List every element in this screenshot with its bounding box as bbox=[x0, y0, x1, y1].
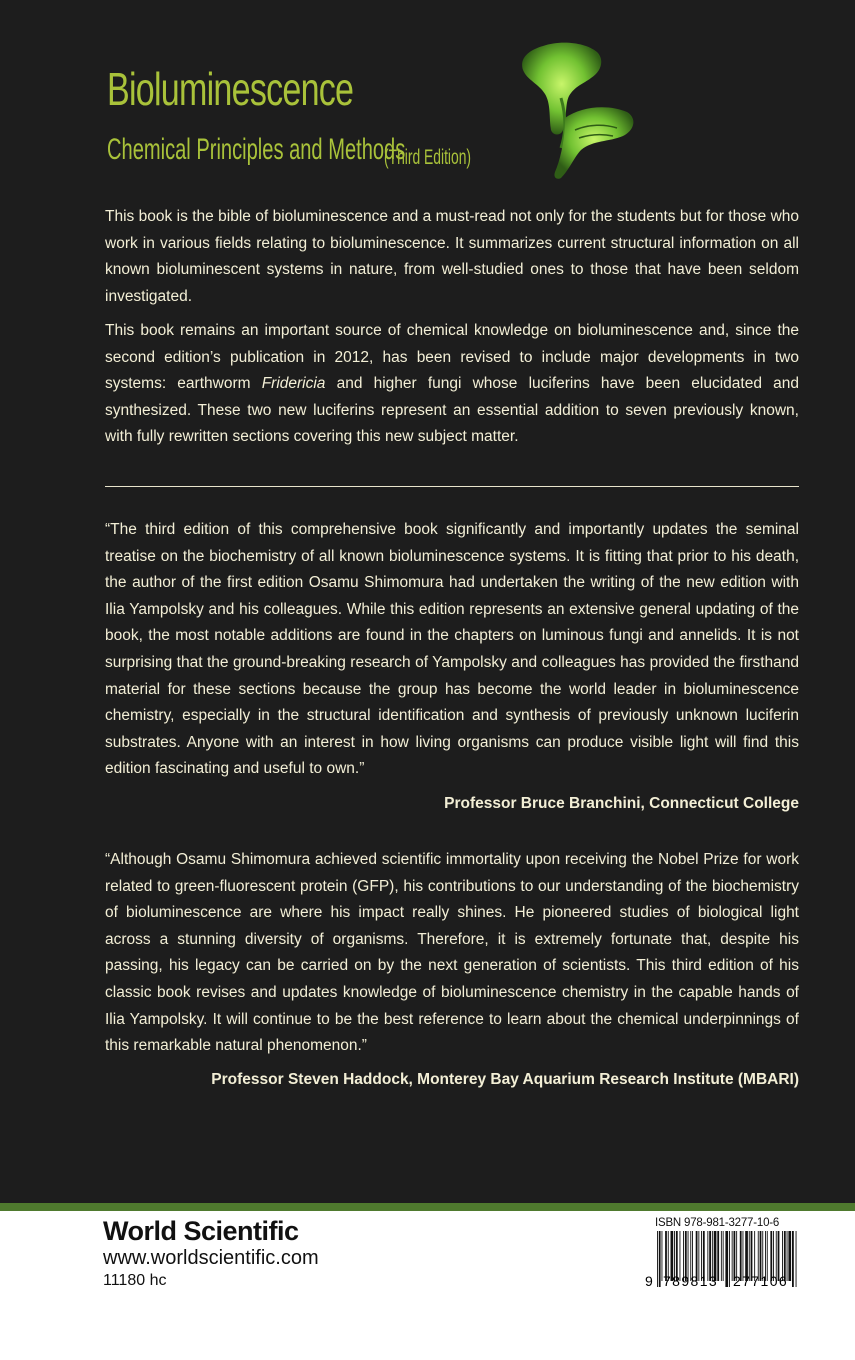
product-code: 11180 hc bbox=[103, 1272, 167, 1289]
book-title: Bioluminescence bbox=[107, 63, 354, 115]
barcode-bar bbox=[725, 1231, 728, 1287]
italic-term: Fridericia bbox=[261, 375, 326, 393]
publisher-block bbox=[103, 1216, 319, 1292]
barcode-bar bbox=[796, 1231, 797, 1287]
barcode-bar bbox=[723, 1231, 724, 1281]
glowing-mushroom-icon bbox=[505, 38, 640, 183]
description-paragraph-1: This book is the bible of bioluminescence and a must-read not only for the students but for those who work in various fields relating to bioluminescence. It summarizes current structural information on all known bioluminescent systems in nature, from well-studied ones to those that have been seldom investigated. bbox=[105, 208, 799, 305]
review-attribution-1: Professor Bruce Branchini, Connecticut College bbox=[444, 795, 799, 812]
book-subtitle: Chemical Principles and Methods bbox=[107, 133, 406, 166]
publisher-name: World Scientific bbox=[103, 1216, 299, 1246]
review-quote-1: “The third edition of this comprehensive book significantly and importantly updates the seminal treatise on the biochemistry of all known bioluminescence systems. It is fitting that prior to his death, the author of the first edition Osamu Shimomura had undertaken the writing of the new edition with Ilia Yampolsky and his colleagues. While this edition represents an extensive general updating of the book, the most notable additions are found in the chapters on luminous fungi and annelids. It is not surprising that the ground-breaking research of Yampolsky and colleagues has provided the firsthand material for these sections because the group has become the world leader in bioluminescence chemistry, especially in the structural identification and synthesis of previously unknown luciferin substrates. Anyone with an interest in how living organisms can produce visible light will find this edition fascinating and useful to own.” bbox=[105, 521, 799, 778]
barcode-digits-right: 277106 bbox=[733, 1273, 789, 1289]
green-band bbox=[0, 1203, 855, 1211]
barcode-bar bbox=[729, 1231, 730, 1287]
barcode-digits-left: 789813 bbox=[663, 1273, 719, 1289]
barcode-bar bbox=[659, 1231, 661, 1287]
barcode-bar bbox=[792, 1231, 794, 1287]
description-paragraph-2: This book remains an important source of chemical knowledge on bioluminescence and, since the second edition’s publication in 2012, has been revised to include major developments in two systems: earthworm Fridericia and higher fungi whose luciferins have been elucidated and synthesized. These two new luciferins represent an essential addition to seven previously known, with fully rewritten sections covering this new subject matter. bbox=[105, 322, 799, 446]
barcode-digit-first: 9 bbox=[645, 1273, 653, 1289]
barcode-bar bbox=[721, 1231, 722, 1281]
divider bbox=[105, 486, 799, 487]
barcode-bar bbox=[788, 1231, 791, 1281]
review-quote-2: “Although Osamu Shimomura achieved scientific immortality upon receiving the Nobel Prize for work related to green-fluorescent protein (GFP), his contributions to our understanding of the biochemistry of bioluminescence are where his impact really shines. He pioneered studies of biological light across a stunning diversity of organisms. Therefore, it is extremely fortunate that, despite his passing, his legacy can be carried on by the next generation of scientists. This third edition of his classic book revises and updates knowledge of bioluminescence chemistry in the capable hands of Ilia Yampolsky. It will continue to be the best reference to learn about the chemical underpinnings of this remarkable natural phenomenon.” bbox=[105, 851, 799, 1055]
review-attribution-2: Professor Steven Haddock, Monterey Bay Aquarium Research Institute (MBARI) bbox=[211, 1071, 799, 1088]
isbn-label: ISBN 978-981-3277-10-6 bbox=[655, 1217, 780, 1229]
edition-label: (Third Edition) bbox=[384, 146, 472, 169]
publisher-url: www.worldscientific.com bbox=[103, 1247, 319, 1269]
barcode-bar bbox=[657, 1231, 658, 1287]
